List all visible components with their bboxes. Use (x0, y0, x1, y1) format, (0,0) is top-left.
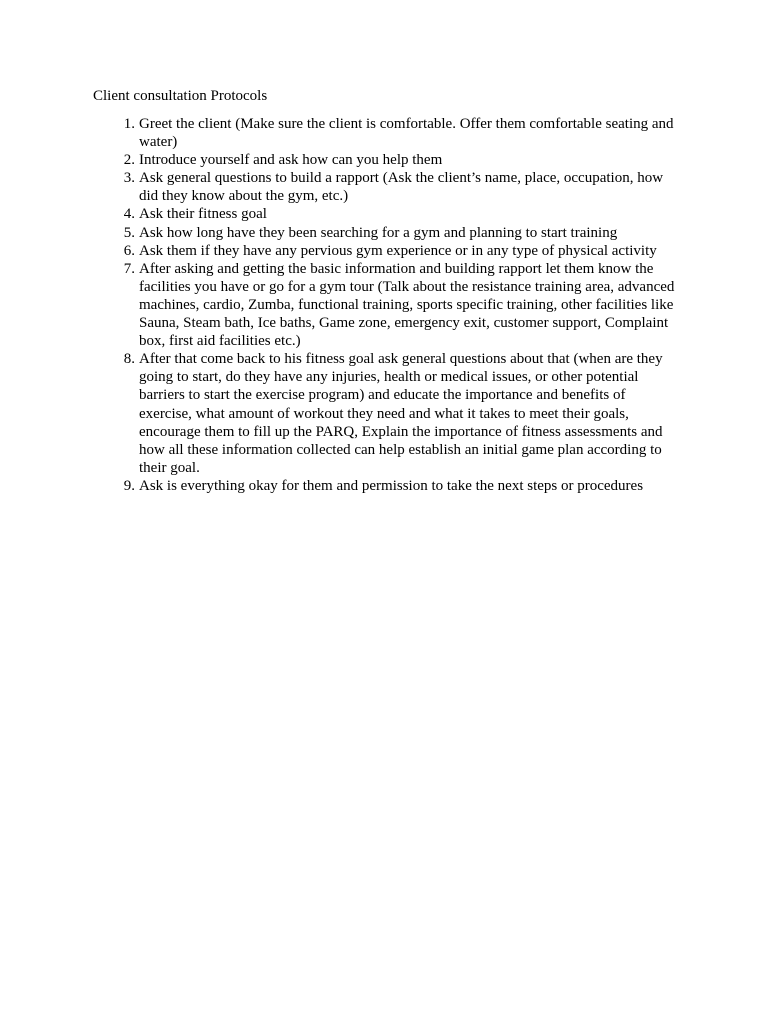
list-item-text: After asking and getting the basic information and building rapport let them know the facilities you have or go for a gym tour (Talk about the resistance training area, advanced machines, cardio, Zumba, functional training, sports specific training, other facilities like Sauna, Steam bath, Ice baths, Game zone, emergency exit, customer support, Complaint box, first aid facilities etc.) (139, 260, 675, 350)
list-item-text: Introduce yourself and ask how can you help them (139, 152, 443, 169)
list-item-number: 5. (123, 224, 135, 241)
list-item (123, 224, 679, 242)
list-item-number: 3. (123, 170, 135, 187)
list-item-text: Ask is everything okay for them and permission to take the next steps or procedures (139, 477, 644, 494)
list-item-number: 4. (123, 206, 135, 223)
list-item-number: 6. (123, 242, 135, 259)
list-item (123, 242, 679, 260)
list-item-text: Greet the client (Make sure the client is comfortable. Offer them comfortable seating and water) (139, 116, 674, 151)
document-title: Client consultation Protocols (93, 88, 268, 104)
list-item-text: Ask general questions to build a rapport (Ask the client’s name, place, occupation, how did they know about the gym, etc.) (139, 170, 664, 205)
list-item-number: 1. (123, 116, 135, 132)
list-item-number: 9. (123, 477, 135, 494)
list-item-text: Ask how long have they been searching for a gym and planning to start training (139, 224, 618, 241)
list-item-text: Ask their fitness goal (139, 206, 267, 223)
protocol-list (123, 115, 679, 495)
list-item-number: 2. (123, 152, 135, 169)
list-item-number: 7. (123, 260, 135, 277)
list-item (123, 260, 679, 350)
list-item (123, 205, 679, 223)
list-item-text: Ask them if they have any pervious gym experience or in any type of physical activity (139, 242, 657, 259)
list-item (123, 477, 679, 495)
list-item (123, 115, 679, 151)
list-item-number: 8. (123, 351, 135, 368)
list-item-text: After that come back to his fitness goal ask general questions about that (when are they going to start, do they have any injuries, health or medical issues, or other potential barriers to start the exercise program) and educate the importance and benefits of exercise, what amount of workout they need and what it takes to meet their goals, encourage them to fill up the PARQ, Explain the importance of fitness assessments and how all these information collected can help establish an initial game plan according to their goal. (139, 351, 663, 476)
list-item (123, 350, 679, 477)
list-item (123, 169, 679, 205)
list-item (123, 151, 679, 169)
